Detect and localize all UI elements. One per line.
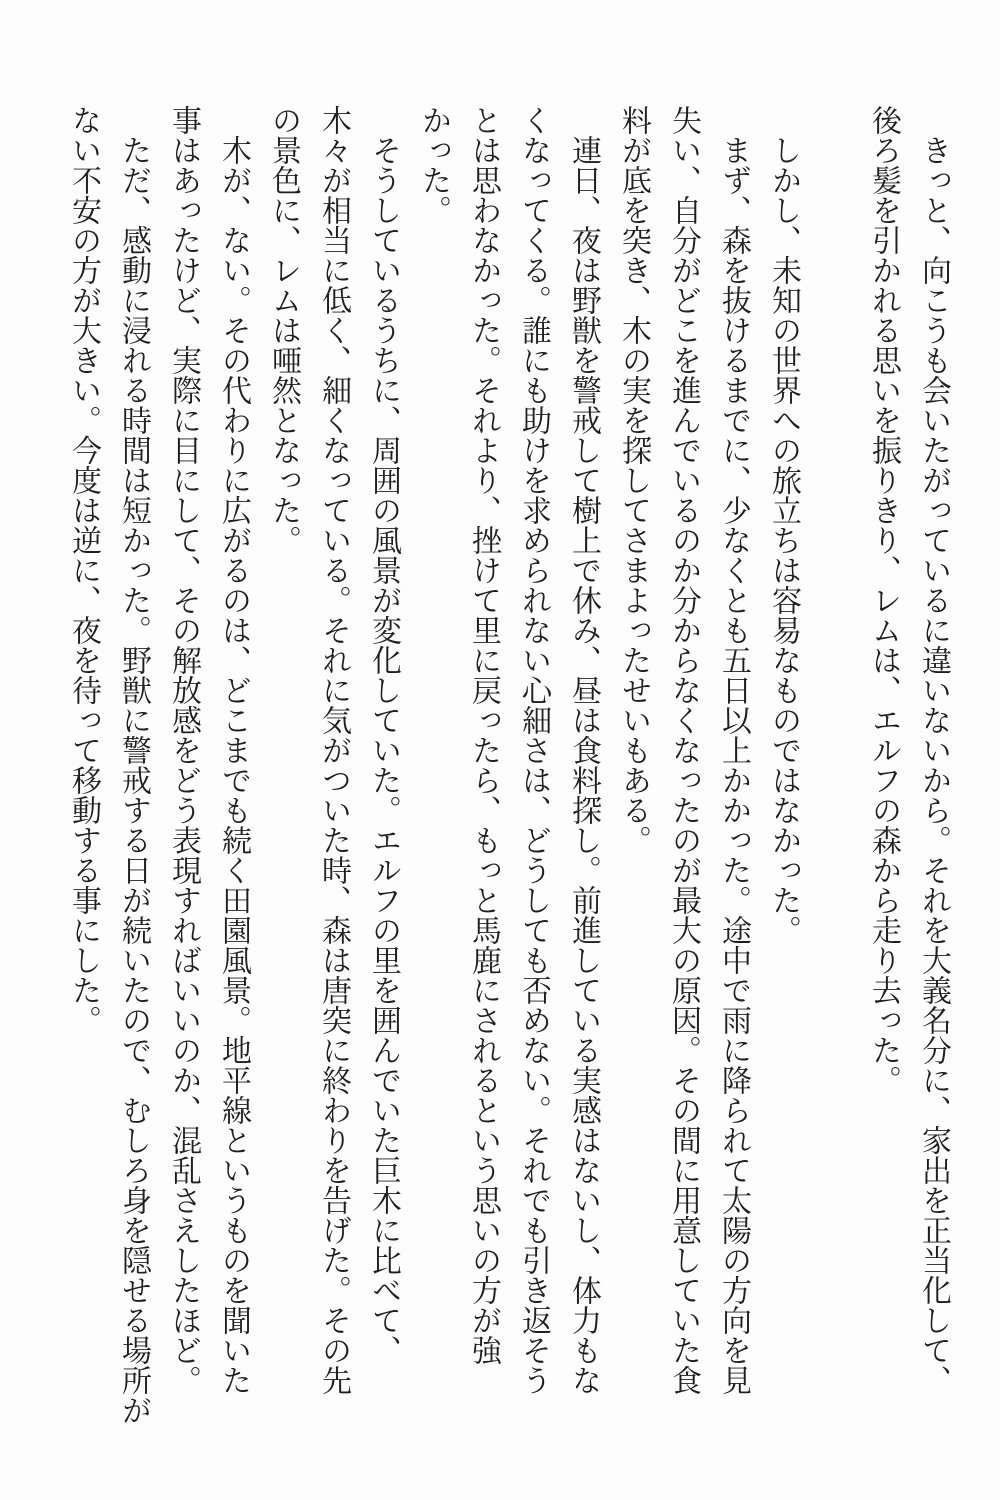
- text-line: くなってくる。誰にも助けを求められない心細さは、どうしても否めない。それでも引き返そう: [516, 105, 551, 1395]
- text-line: 後ろ髪を引かれる思いを振りきり、レムは、エルフの森から走り去った。: [866, 105, 901, 1095]
- text-line: 木が、ない。その代わりに広がるのは、どこまでも続く田園風景。地平線というものを聞いた: [216, 105, 251, 1395]
- text-line: 失い、自分がどこを進んでいるのか分からなくなったのが最大の原因。その間に用意していた食: [666, 105, 701, 1395]
- text-line: の景色に、レムは唖然となった。: [266, 105, 301, 555]
- text-line: 事はあったけど、実際に目にして、その解放感をどう表現すればいいのか、混乱さえしたほど。: [166, 105, 201, 1395]
- vertical-text-block: [58, 105, 958, 1425]
- text-line: そうしているうちに、周囲の風景が変化していた。エルフの里を囲んでいた巨木に比べて、: [366, 105, 401, 1365]
- text-line: [808, 105, 858, 1397]
- text-line: ただ、感動に浸れる時間は短かった。野獣に警戒する日が続いたので、むしろ身を隠せる場所が: [116, 105, 151, 1425]
- text-line: ない不安の方が大きい。今度は逆に、夜を待って移動する事にした。: [66, 105, 101, 1035]
- text-line: まず、森を抜けるまでに、少なくとも五日以上かかった。途中で雨に降られて太陽の方向を見: [716, 105, 751, 1395]
- text-line: 連日、夜は野獣を警戒して樹上で休み、昼は食料探し。前進している実感はないし、体力もな: [566, 105, 601, 1395]
- text-line: 木々が相当に低く、細くなっている。それに気がついた時、森は唐突に終わりを告げた。その先: [316, 105, 351, 1395]
- text-line: きっと、向こうも会いたがっているに違いないから。それを大義名分に、家出を正当化して、: [916, 105, 951, 1395]
- text-line: とは思わなかった。それより、挫けて里に戻ったら、もっと馬鹿にされるという思いの方が強: [466, 105, 501, 1365]
- text-line: 料が底を突き、木の実を探してさまよったせいもある。: [616, 105, 651, 855]
- text-line: かった。: [416, 105, 451, 225]
- text-line: しかし、未知の世界への旅立ちは容易なものではなかった。: [766, 105, 801, 945]
